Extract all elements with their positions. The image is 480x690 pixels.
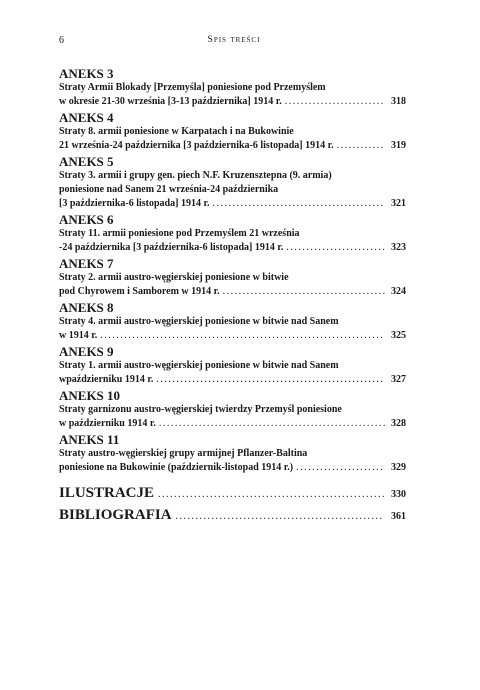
annex-description-line: [59, 417, 406, 431]
dot-leader: [337, 139, 385, 153]
dot-leader: [286, 241, 385, 255]
page-ref: 327: [391, 374, 406, 385]
toc-entry-main: [59, 483, 406, 505]
annex-title: ANEKS 7: [59, 256, 114, 271]
annex-description-line: [59, 461, 406, 475]
annex-title: ANEKS 5: [59, 154, 114, 169]
page-ref: 329: [391, 462, 406, 473]
annex-description-line: Straty Armii Blokady [Przemyśla] poniesione pod Przemyślem: [59, 82, 326, 93]
annex-title: ANEKS 11: [59, 432, 120, 447]
annex-description-text: w październiku 1914 r.: [59, 418, 156, 429]
toc-entry-annex: [59, 66, 406, 109]
annex-title: ANEKS 6: [59, 212, 114, 227]
dot-leader: [285, 95, 385, 109]
dot-leader: [212, 197, 385, 211]
dot-leader: [159, 417, 385, 431]
toc-entry-annex: [59, 388, 406, 431]
page-ref: 324: [391, 286, 406, 297]
annex-title: ANEKS 8: [59, 300, 114, 315]
main-entry-title: ILUSTRACJE: [59, 485, 155, 501]
dot-leader: [223, 285, 385, 299]
toc-entry-main: [59, 505, 406, 527]
annex-description-line: Straty 1. armii austro-węgierskiej poniesione w bitwie nad Sanem: [59, 360, 339, 371]
annex-description-line: [59, 139, 406, 153]
annex-description-text: wpaździerniku 1914 r.: [59, 374, 154, 385]
page-header: [59, 35, 409, 49]
page-ref: 328: [391, 418, 406, 429]
dot-leader: [156, 373, 385, 387]
annex-description-text: -24 października [3 października-6 listopada] 1914 r.: [59, 242, 284, 253]
toc-entry-annex: [59, 154, 406, 211]
page-ref: 361: [391, 511, 406, 522]
annex-description-text: w okresie 21-30 września [3-13 października] 1914 r.: [59, 96, 282, 107]
page-ref: 325: [391, 330, 406, 341]
page-ref: 318: [391, 96, 406, 107]
annex-title: ANEKS 4: [59, 110, 114, 125]
page-ref: 330: [391, 489, 406, 500]
annex-description-line: poniesione nad Sanem 21 września-24 października: [59, 184, 279, 195]
annex-description-text: w 1914 r.: [59, 330, 98, 341]
running-title: Spis treści: [207, 35, 261, 45]
annex-description-line: Straty austro-węgierskiej grupy armijnej Pflanzer-Baltina: [59, 448, 308, 459]
annex-description-line: Straty 8. armii poniesione w Karpatach i na Bukowinie: [59, 126, 294, 137]
annex-description-line: Straty garnizonu austro-węgierskiej twierdzy Przemyśl poniesione: [59, 404, 342, 415]
annex-title: ANEKS 10: [59, 388, 121, 403]
table-of-contents: [59, 66, 406, 527]
toc-entry-annex: [59, 256, 406, 299]
toc-entry-annex: [59, 432, 406, 475]
annex-description-text: 21 września-24 października [3 października-6 listopada] 1914 r.: [59, 140, 334, 151]
annex-description-text: [3 października-6 listopada] 1914 r.: [59, 198, 210, 209]
page-ref: 321: [391, 198, 406, 209]
annex-title: ANEKS 9: [59, 344, 114, 359]
main-entries: [59, 483, 406, 527]
toc-entry-annex: [59, 110, 406, 153]
annex-description-line: [59, 329, 406, 343]
page-ref: 323: [391, 242, 406, 253]
annex-description-text: pod Chyrowem i Samborem w 1914 r.: [59, 286, 220, 297]
main-entry-title: BIBLIOGRAFIA: [59, 507, 172, 523]
annex-description-line: [59, 285, 406, 299]
page-ref: 319: [391, 140, 406, 151]
dot-leader: [296, 461, 385, 475]
annex-list: [59, 66, 406, 475]
annex-description-line: [59, 197, 406, 211]
page-number: 6: [59, 35, 64, 46]
toc-entry-annex: [59, 212, 406, 255]
toc-entry-annex: [59, 300, 406, 343]
dot-leader: [176, 506, 384, 527]
annex-description-line: Straty 2. armii austro-węgierskiej poniesione w bitwie: [59, 272, 289, 283]
toc-entry-annex: [59, 344, 406, 387]
annex-description-line: Straty 4. armii austro-węgierskiej poniesione w bitwie nad Sanem: [59, 316, 339, 327]
annex-description-line: [59, 241, 406, 255]
dot-leader: [100, 329, 385, 343]
annex-title: ANEKS 3: [59, 66, 114, 81]
annex-description-line: Straty 3. armii i grupy gen. piech N.F. Kruzensztерna (9. armia): [59, 170, 332, 181]
annex-description-line: Straty 11. armii poniesione pod Przemyślem 21 września: [59, 228, 300, 239]
dot-leader: [158, 484, 384, 505]
annex-description-text: poniesione na Bukowinie (październik-listopad 1914 r.): [59, 462, 294, 473]
annex-description-line: [59, 373, 406, 387]
annex-description-line: [59, 95, 406, 109]
